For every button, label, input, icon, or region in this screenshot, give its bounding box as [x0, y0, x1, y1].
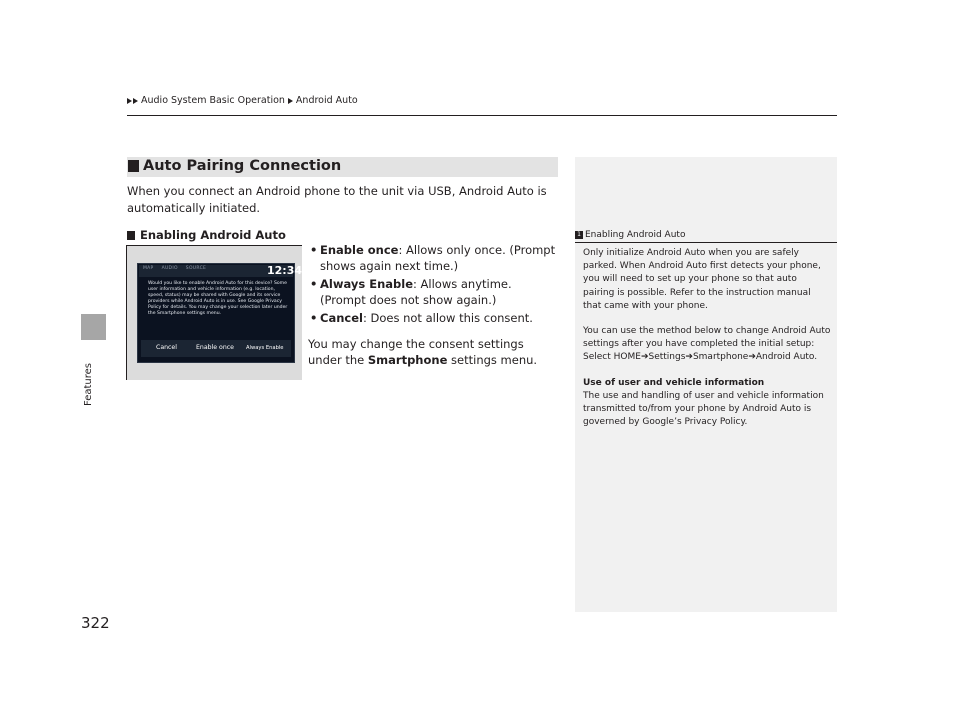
square-icon: [127, 231, 135, 240]
list-item: [308, 242, 558, 274]
header-divider: [127, 115, 837, 116]
option-term: Always Enable: [320, 277, 413, 291]
list-item: [308, 276, 558, 308]
note-path: [583, 351, 831, 364]
consent-paragraph: [308, 336, 558, 368]
path-text: Select HOME: [583, 352, 641, 363]
note-panel: [575, 157, 837, 228]
arrow-right-icon: ➔: [748, 352, 756, 363]
display-clock: 12:34: [267, 264, 303, 277]
display-tabs: [143, 266, 206, 271]
display-enable-once-button: Enable once: [196, 344, 234, 351]
note-body: [583, 247, 831, 441]
list-item: [308, 310, 558, 326]
page-number: 322: [81, 614, 110, 632]
consent-text: You may change the consent settings under the: [308, 337, 524, 367]
section-title: Auto Pairing Connection: [143, 158, 342, 174]
display-tab: MAP: [143, 266, 154, 271]
bullet-icon: •: [310, 243, 318, 257]
arrow-right-icon: ➔: [640, 352, 649, 363]
note-paragraph: The use and handling of user and vehicle information transmitted to/from your phone by Android Auto is governed by Google’s Privacy Policy.: [583, 390, 824, 428]
triangle-icon: [127, 98, 132, 104]
display-tab: AUDIO: [161, 266, 178, 271]
display-tab: SOURCE: [185, 266, 207, 271]
option-term: Enable once: [320, 243, 399, 257]
triangle-icon: [288, 98, 293, 104]
intro-paragraph: When you connect an Android phone to the unit via USB, Android Auto is automatically initiated.: [127, 184, 547, 215]
path-text: Settings: [648, 352, 686, 363]
triangle-icon: [133, 98, 138, 104]
option-term: Cancel: [320, 311, 363, 325]
arrow-right-icon: ➔: [685, 352, 693, 363]
consent-term: Smartphone: [367, 353, 448, 367]
note-badge: 1: [575, 231, 583, 239]
path-text: Android Auto.: [755, 352, 818, 363]
note-paragraph: Only initialize Android Auto when you are safely parked. When Android Auto first detects your phone, you will need to set up your phone so that auto pairing is possible. Refer to the instruction manual that came with your phone.: [583, 248, 821, 311]
bullet-icon: •: [310, 277, 318, 291]
figure-divider: [127, 245, 302, 246]
option-desc: : Does not allow this consent.: [362, 311, 533, 325]
breadcrumb-item[interactable]: Android Auto: [295, 95, 358, 106]
breadcrumb-item[interactable]: Audio System Basic Operation: [141, 95, 285, 106]
display-always-enable-button: Always Enable: [246, 345, 284, 351]
path-text: Smartphone: [692, 352, 749, 363]
chapter-tab: [81, 314, 106, 340]
option-desc: : Allows anytime. (Prompt does not show again.): [320, 277, 512, 307]
subsection-title: Enabling Android Auto: [140, 228, 286, 242]
consent-text: settings menu.: [447, 353, 538, 367]
note-subheading: Use of user and vehicle information: [583, 377, 765, 388]
note-title: Enabling Android Auto: [585, 230, 686, 240]
option-desc: : Allows only once. (Prompt shows again next time.): [320, 243, 556, 273]
display-message: Would you like to enable Android Auto for this device? Some user information and vehicle information (e.g. location, speed, status) may be shared with Google and its service providers while Android Auto is in use. See Google Privacy Policy for details. You may change your selection later under the Smartphone settings menu.: [148, 281, 288, 316]
breadcrumb: [127, 95, 358, 106]
square-icon: [128, 160, 139, 172]
display-cancel-button: Cancel: [156, 344, 177, 351]
bullet-icon: •: [310, 311, 318, 325]
figure-divider: [126, 245, 127, 380]
chapter-label: Features: [83, 363, 94, 406]
note-divider: [575, 242, 837, 243]
option-list: [308, 242, 558, 328]
note-paragraph: You can use the method below to change Android Auto settings after you have completed the initial setup:: [583, 326, 831, 350]
